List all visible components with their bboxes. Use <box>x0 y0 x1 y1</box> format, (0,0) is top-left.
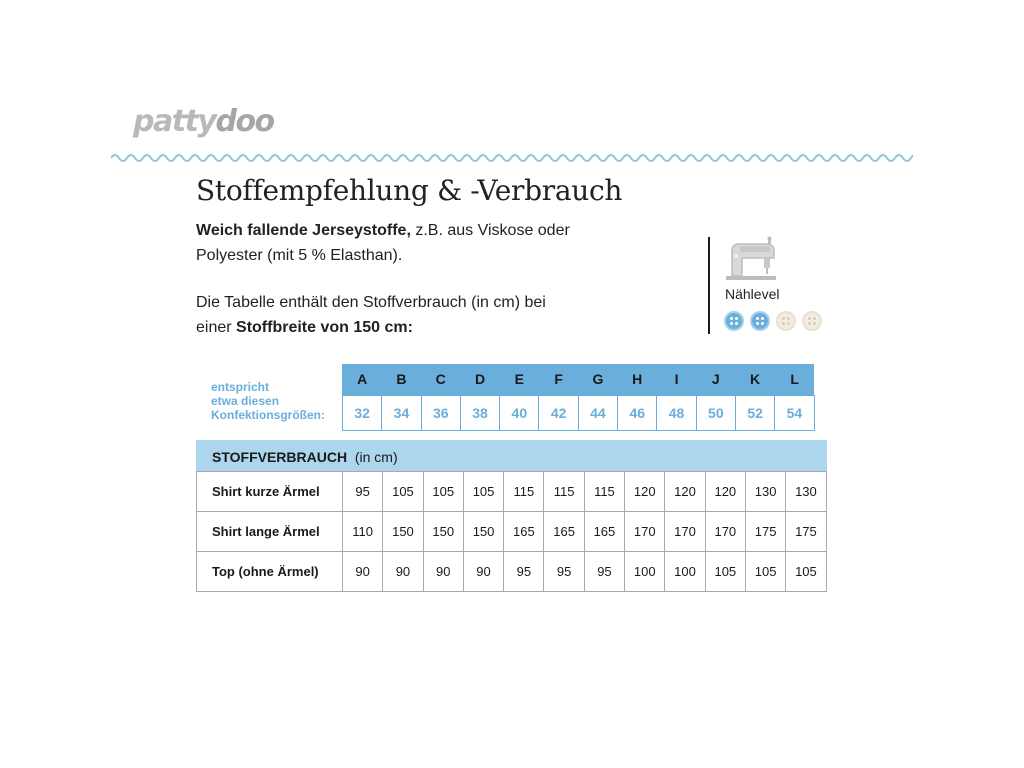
size-letter-cell: J <box>696 364 735 395</box>
consumption-value: 120 <box>705 472 745 512</box>
size-number-cell: 42 <box>539 395 578 430</box>
consumption-value: 105 <box>705 552 745 592</box>
intro-text <box>196 219 676 340</box>
consumption-value: 95 <box>504 552 544 592</box>
consumption-value: 100 <box>625 552 665 592</box>
table-intro-line-1: Die Tabelle enthält den Stoffverbrauch (in cm) bei <box>196 294 546 311</box>
consumption-value: 130 <box>786 472 826 512</box>
sewing-machine-icon <box>724 236 778 282</box>
size-letter-cell: D <box>460 364 499 395</box>
consumption-value: 105 <box>745 552 785 592</box>
table-intro-line-2: einer Stoffbreite von 150 cm: <box>196 318 413 336</box>
fabric-detail: z.B. aus Viskose oder <box>410 222 570 239</box>
size-letter-cell: B <box>382 364 421 395</box>
consumption-value: 90 <box>343 552 383 592</box>
consumption-value: 105 <box>463 472 503 512</box>
size-table <box>342 364 815 431</box>
consumption-value: 170 <box>625 512 665 552</box>
consumption-value: 90 <box>423 552 463 592</box>
size-number-cell: 50 <box>696 395 735 430</box>
level-button-icon <box>802 311 822 331</box>
size-letter-cell: C <box>421 364 460 395</box>
size-letter-cell: K <box>735 364 774 395</box>
consumption-row <box>197 472 827 512</box>
vertical-divider <box>708 237 710 334</box>
level-button-icon <box>750 311 770 331</box>
consumption-row <box>197 512 827 552</box>
sewing-level-label: Nählevel <box>725 286 780 302</box>
logo-part-1: patty <box>133 104 216 139</box>
page-title: Stoffempfehlung & -Verbrauch <box>196 174 623 207</box>
size-note: entspricht etwa diesen Konfektionsgrößen: <box>211 380 325 422</box>
consumption-value: 105 <box>383 472 423 512</box>
consumption-value: 120 <box>665 472 705 512</box>
consumption-value: 150 <box>423 512 463 552</box>
consumption-value: 105 <box>786 552 826 592</box>
consumption-value: 115 <box>544 472 584 512</box>
size-letter-row <box>343 364 815 395</box>
garment-label: Shirt kurze Ärmel <box>197 472 343 512</box>
consumption-value: 115 <box>584 472 624 512</box>
consumption-value: 100 <box>665 552 705 592</box>
consumption-value: 95 <box>584 552 624 592</box>
size-letter-cell: A <box>343 364 382 395</box>
size-number-cell: 36 <box>421 395 460 430</box>
sewing-level-rating <box>724 311 822 331</box>
consumption-row <box>197 552 827 592</box>
level-button-icon <box>724 311 744 331</box>
size-letter-cell: L <box>775 364 814 395</box>
size-number-row <box>343 395 815 430</box>
consumption-value: 90 <box>383 552 423 592</box>
size-letter-cell: F <box>539 364 578 395</box>
consumption-value: 120 <box>625 472 665 512</box>
consumption-unit: (in cm) <box>354 449 398 465</box>
size-number-cell: 46 <box>618 395 657 430</box>
consumption-value: 130 <box>745 472 785 512</box>
consumption-value: 175 <box>786 512 826 552</box>
consumption-value: 90 <box>463 552 503 592</box>
fabric-width: Stoffbreite von 150 cm: <box>236 318 413 336</box>
consumption-value: 175 <box>745 512 785 552</box>
size-letter-cell: G <box>578 364 617 395</box>
size-number-cell: 48 <box>657 395 696 430</box>
consumption-value: 165 <box>504 512 544 552</box>
consumption-table <box>196 471 827 592</box>
fabric-line-2: Polyester (mit 5 % Elasthan). <box>196 246 403 264</box>
size-letter-cell: H <box>618 364 657 395</box>
consumption-value: 115 <box>504 472 544 512</box>
wave-divider <box>111 151 913 165</box>
consumption-value: 110 <box>343 512 383 552</box>
pattydoo-logo <box>133 104 274 139</box>
size-letter-cell: E <box>500 364 539 395</box>
size-number-cell: 34 <box>382 395 421 430</box>
size-number-cell: 38 <box>460 395 499 430</box>
consumption-value: 95 <box>343 472 383 512</box>
logo-part-2: doo <box>215 104 274 139</box>
size-number-cell: 32 <box>343 395 382 430</box>
consumption-value: 150 <box>383 512 423 552</box>
fabric-recommendation: Weich fallende Jerseystoffe, <box>196 222 411 239</box>
size-number-cell: 54 <box>775 395 814 430</box>
consumption-title: STOFFVERBRAUCH <box>212 449 348 465</box>
level-button-icon <box>776 311 796 331</box>
consumption-value: 165 <box>544 512 584 552</box>
consumption-value: 170 <box>705 512 745 552</box>
consumption-header <box>196 440 827 471</box>
fabric-line-1 <box>196 219 676 244</box>
consumption-value: 95 <box>544 552 584 592</box>
consumption-value: 170 <box>665 512 705 552</box>
garment-label: Top (ohne Ärmel) <box>197 552 343 592</box>
garment-label: Shirt lange Ärmel <box>197 512 343 552</box>
size-number-cell: 52 <box>735 395 774 430</box>
size-number-cell: 40 <box>500 395 539 430</box>
consumption-value: 165 <box>584 512 624 552</box>
consumption-value: 105 <box>423 472 463 512</box>
size-letter-cell: I <box>657 364 696 395</box>
consumption-value: 150 <box>463 512 503 552</box>
size-number-cell: 44 <box>578 395 617 430</box>
